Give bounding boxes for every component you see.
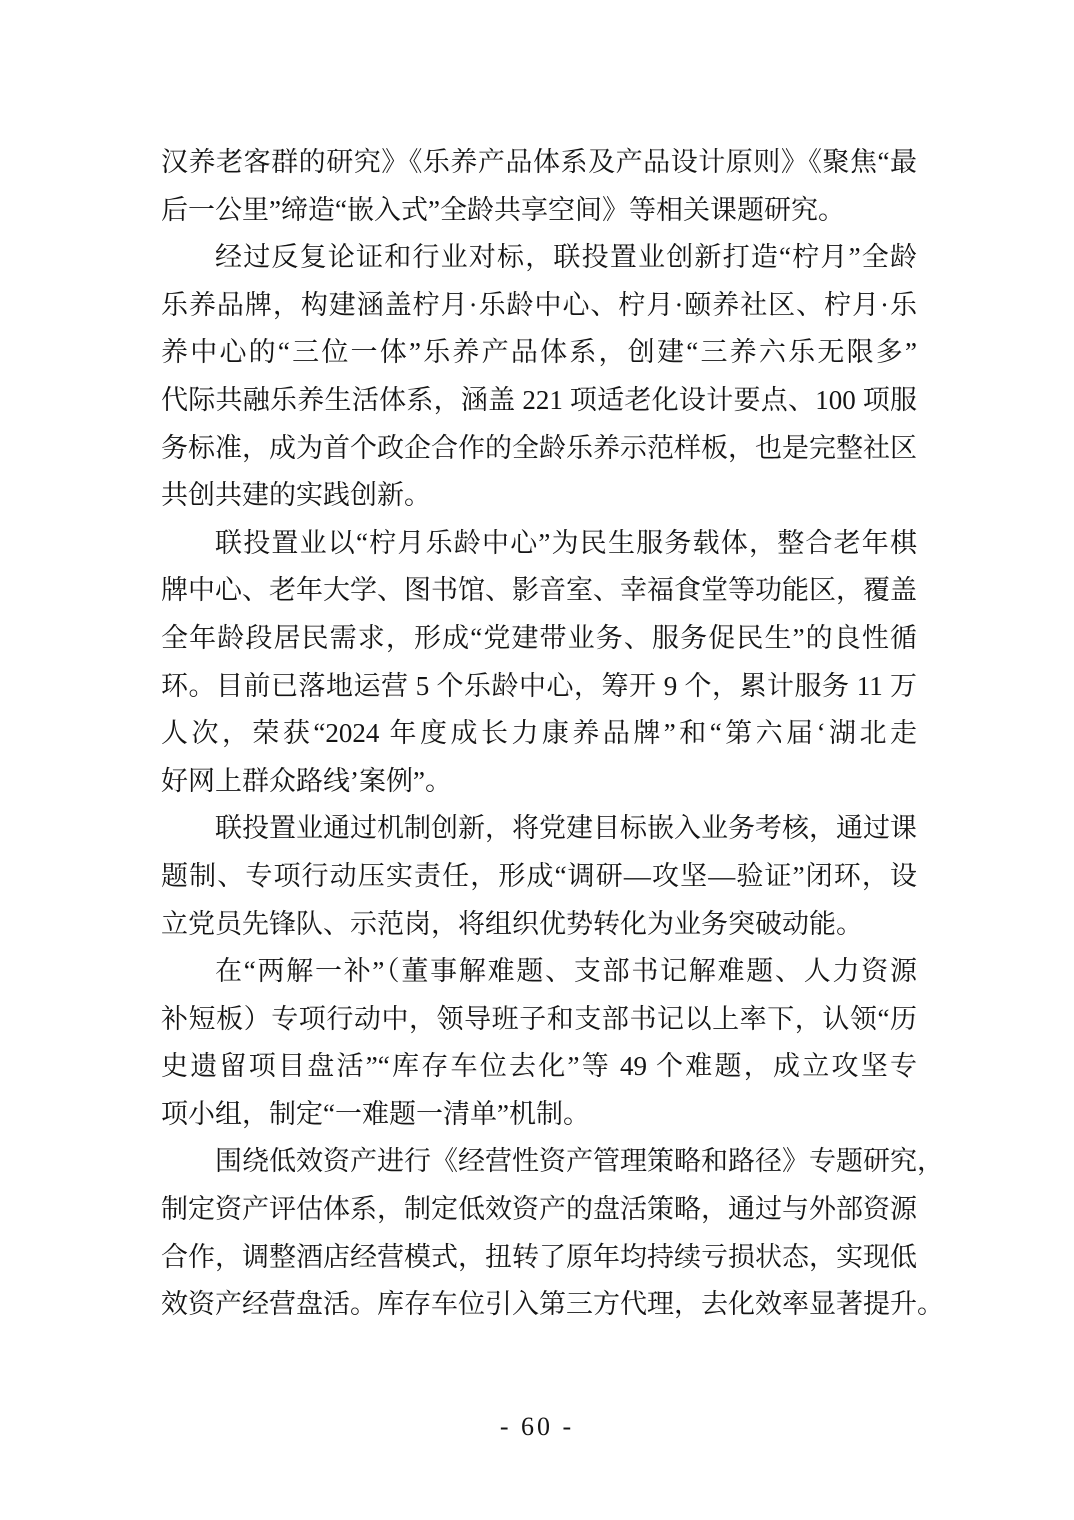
text-line: 人次，荣获“2024 年度成长力康养品牌”和“第六届‘湖北走 [161,718,917,749]
paragraph [161,139,917,234]
text-line: 立党员先锋队、示范岗，将组织优势转化为业务突破动能。 [161,908,863,939]
text-line: 围绕低效资产进行《经营性资产管理策略和路径》专题研究， [215,1146,944,1177]
page-number: - 60 - [499,1412,575,1441]
text-line: 好网上群众路线’案例”。 [161,765,452,796]
text-line: 汉养老客群的研究》《乐养产品体系及产品设计原则》《聚焦“最 [161,147,917,177]
text-line: 效资产经营盘活。库存车位引入第三方代理，去化效率显著提升。 [161,1289,944,1320]
text-line: 经过反复论证和行业对标，联投置业创新打造“柠月”全龄 [215,242,917,273]
text-line: 务标准，成为首个政企合作的全龄乐养示范样板，也是完整社区 [161,432,917,463]
paragraph [161,520,917,806]
paragraph [161,234,917,520]
paragraph [161,948,917,1138]
text-line: 联投置业以“柠月乐龄中心”为民生服务载体，整合老年棋 [215,527,917,558]
paragraph [161,1138,944,1328]
text-line: 环。目前已落地运营 5 个乐龄中心，筹开 9 个，累计服务 11 万 [161,670,917,701]
text-line: 史遗留项目盘活”“库存车位去化”等 49 个难题，成立攻坚专 [161,1051,917,1082]
text-line: 牌中心、老年大学、图书馆、影音室、幸福食堂等功能区，覆盖 [161,575,917,606]
text-line: 后一公里”缔造“嵌入式”全龄共享空间》等相关课题研究。 [161,194,845,225]
text-line: 在“两解一补”（董事解难题、支部书记解难题、人力资源 [215,956,917,987]
text-line: 全年龄段居民需求，形成“党建带业务、服务促民生”的良性循 [161,622,917,653]
text-line: 乐养品牌，构建涵盖柠月·乐龄中心、柠月·颐养社区、柠月·乐 [161,289,917,320]
text-line: 制定资产评估体系，制定低效资产的盘活策略，通过与外部资源 [161,1194,917,1225]
document-body [161,139,944,1329]
text-line: 共创共建的实践创新。 [161,480,431,511]
text-line: 联投置业通过机制创新，将党建目标嵌入业务考核，通过课 [215,813,917,844]
text-line: 补短板）专项行动中，领导班子和支部书记以上率下，认领“历 [161,1003,917,1034]
text-line: 代际共融乐养生活体系，涵盖 221 项适老化设计要点、100 项服 [161,384,917,415]
text-line: 合作，调整酒店经营模式，扭转了原年均持续亏损状态，实现低 [161,1241,917,1272]
paragraph [161,805,917,948]
text-line: 题制、专项行动压实责任，形成“调研—攻坚—验证”闭环，设 [161,860,917,891]
text-line: 项小组，制定“一难题一清单”机制。 [161,1098,590,1129]
text-line: 养中心的“三位一体”乐养产品体系，创建“三养六乐无限多” [161,337,917,368]
